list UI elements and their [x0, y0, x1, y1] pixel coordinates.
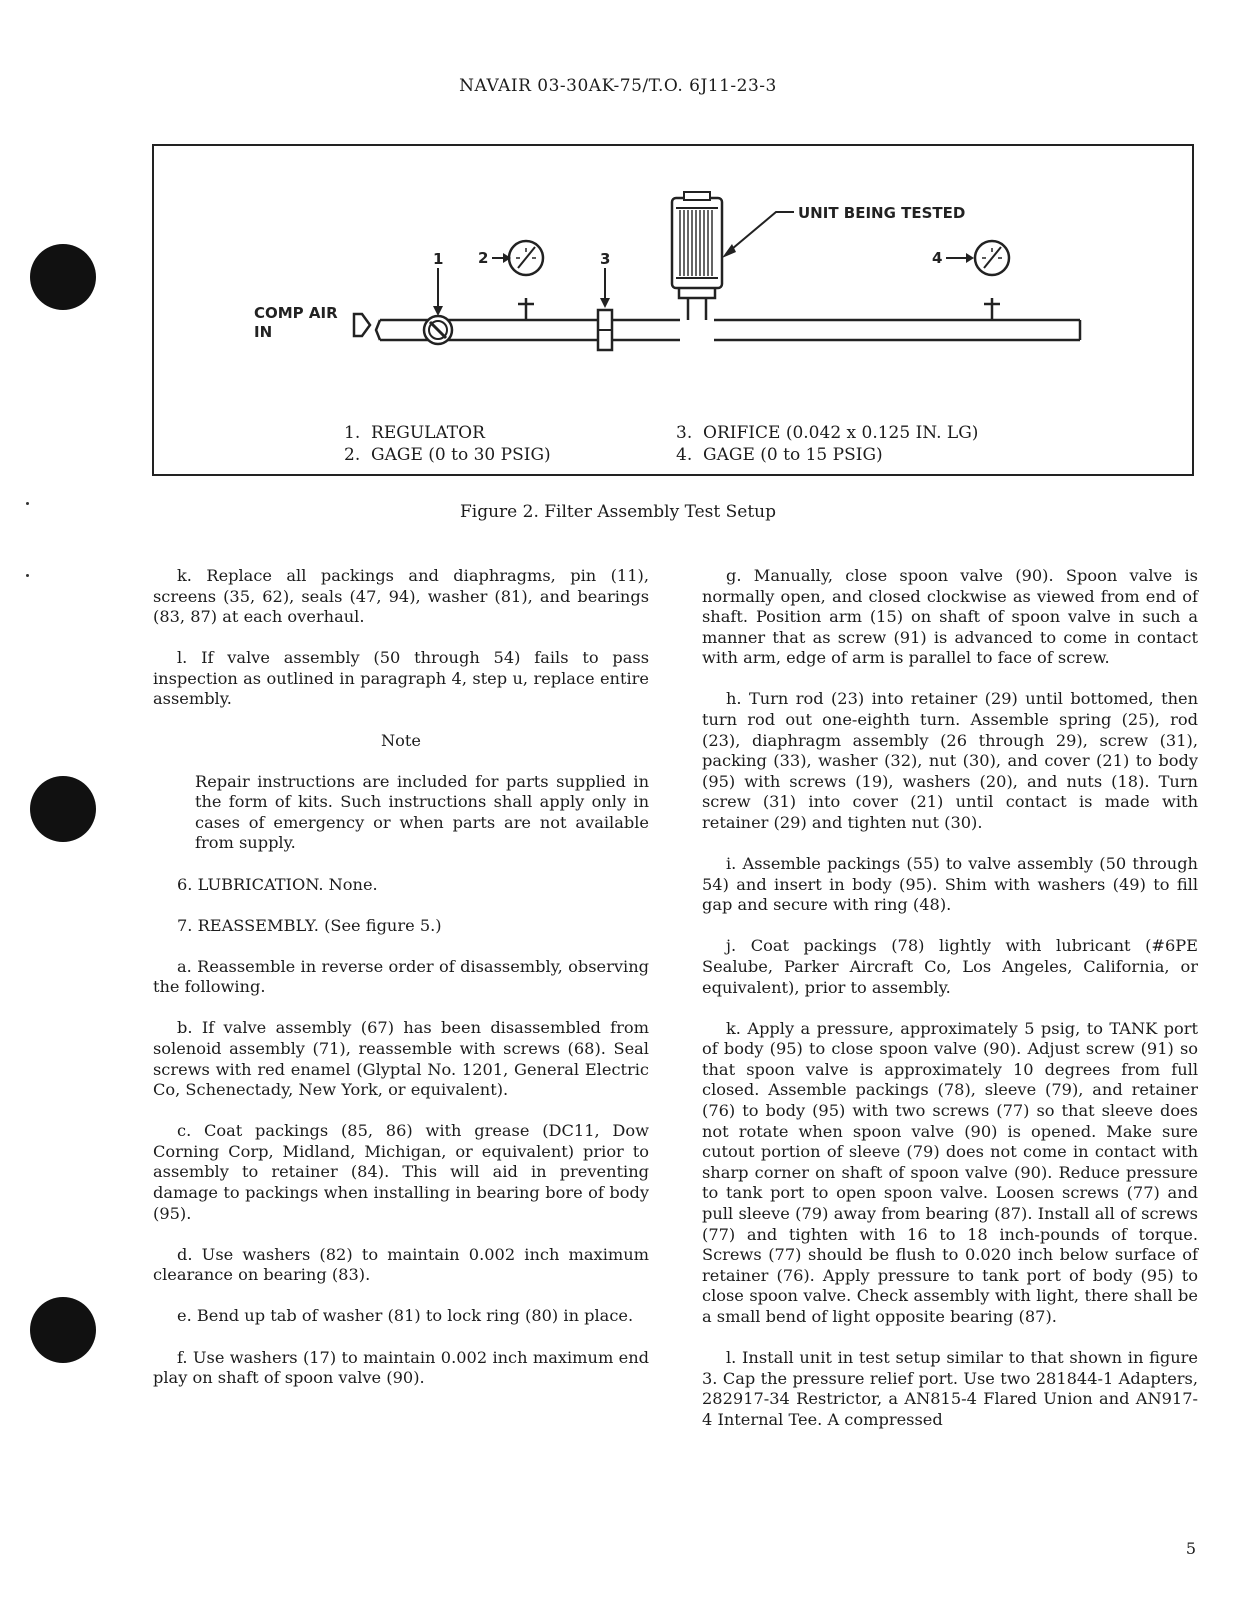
legend-left	[344, 422, 551, 466]
legend-item-2: 2. GAGE (0 to 30 PSIG)	[344, 445, 551, 465]
filter-unit-symbol	[672, 192, 794, 320]
callout-4: 4	[932, 249, 943, 267]
label-in: IN	[254, 323, 273, 341]
step-c: c. Coat packings (85, 86) with grease (DC11, Dow Corning Corp, Midland, Michigan, or equivalent) prior to assembly to retainer (84). This will aid in preventing damage to packings when installing in bearing bore of body (95).	[153, 1121, 649, 1223]
label-comp-air: COMP AIR	[254, 304, 338, 322]
step-i: i. Assemble packings (55) to valve assembly (50 through 54) and insert in body (95). Shim with washers (49) to fill gap and secure with ring (48).	[702, 854, 1198, 915]
page-number: 5	[1185, 1539, 1196, 1558]
step-e: e. Bend up tab of washer (81) to lock ring (80) in place.	[177, 1306, 634, 1326]
regulator-symbol	[424, 268, 452, 344]
right-column	[702, 566, 1198, 1451]
margin-speck	[26, 574, 29, 577]
leader-unit-being-tested	[726, 212, 794, 254]
label-unit-being-tested: UNIT BEING TESTED	[798, 204, 966, 222]
test-setup-diagram	[154, 146, 1196, 478]
step-j: j. Coat packings (78) lightly with lubricant (#6PE Sealube, Parker Aircraft Co, Los Angeles, California, or equivalent), prior to assembly.	[702, 936, 1198, 997]
figure-frame	[152, 144, 1194, 476]
step-b: b. If valve assembly (67) has been disassembled from solenoid assembly (71), reassemble with screws (68). Seal screws with red enamel (Glyptal No. 1201, General Electric Co, Schenectady, New York, or equivalent).	[153, 1018, 649, 1100]
note-heading: Note	[381, 730, 421, 750]
legend-item-1: 1. REGULATOR	[344, 423, 485, 443]
section-7-reassembly: 7. REASSEMBLY. (See figure 5.)	[177, 915, 442, 935]
legend-right	[676, 422, 978, 466]
step-l: l. If valve assembly (50 through 54) fails to pass inspection as outlined in paragraph 4, step u, replace entire assembly.	[153, 648, 649, 709]
callout-2: 2	[478, 249, 489, 267]
orifice-symbol	[598, 268, 612, 350]
step-g: g. Manually, close spoon valve (90). Spoon valve is normally open, and closed clockwise as viewed from end of shaft. Position arm (15) on shaft of spoon valve in such a manner that as screw (91) is advanced to come in contact with arm, edge of arm is parallel to face of screw.	[702, 566, 1198, 668]
figure-caption: Figure 2. Filter Assembly Test Setup	[459, 502, 776, 522]
inlet-arrow	[354, 314, 370, 336]
binder-hole-middle	[30, 776, 96, 842]
step-k-right: k. Apply a pressure, approximately 5 psig, to TANK port of body (95) to close spoon valve (90). Adjust screw (91) so that spoon valve is approximately 10 degrees from full closed. Assemble packings (78), sleeve (79), and retainer (76) to body (95) with two screws (77) so that sleeve does not rotate when spoon valve (90) is opened. Make sure cutout portion of sleeve (79) does not come in contact with sharp corner on shaft of spoon valve (90). Reduce pressure to tank port to open spoon valve. Loosen screws (77) and pull sleeve (79) away from bearing (87). Install all of screws (77) and tighten with 16 to 18 inch-pounds of torque. Screws (77) should be flush to 0.020 inch below surface of retainer (76). Apply pressure to tank port of body (95) to close spoon valve. Check assembly with light, there shall be a small bend of light opposite bearing (87).	[702, 1018, 1198, 1326]
binder-hole-bottom	[30, 1297, 96, 1363]
step-a: a. Reassemble in reverse order of disassembly, observing the following.	[153, 956, 649, 997]
binder-hole-top	[30, 244, 96, 310]
left-column	[153, 566, 649, 1409]
step-l-right: l. Install unit in test setup similar to that shown in figure 3. Cap the pressure relief port. Use two 281844-1 Adapters, 282917-34 Restrictor, a AN815-4 Flared Union and AN917-4 Internal Tee. A compressed	[702, 1348, 1198, 1429]
section-6-lubrication: 6. LUBRICATION. None.	[177, 874, 378, 894]
gage-2-symbol	[492, 241, 543, 320]
legend-item-3: 3. ORIFICE (0.042 x 0.125 IN. LG)	[676, 423, 979, 443]
callout-3: 3	[600, 250, 611, 268]
main-pipe	[376, 320, 380, 340]
step-f: f. Use washers (17) to maintain 0.002 inch maximum end play on shaft of spoon valve (90).	[153, 1347, 649, 1388]
callout-1: 1	[433, 250, 444, 268]
gage-4-symbol	[946, 241, 1009, 320]
document-number: NAVAIR 03-30AK-75/T.O. 6J11-23-3	[459, 76, 777, 96]
step-d: d. Use washers (82) to maintain 0.002 inch maximum clearance on bearing (83).	[153, 1244, 649, 1285]
note-body: Repair instructions are included for parts supplied in the form of kits. Such instructions shall apply only in cases of emergency or when parts are not available from supply.	[195, 771, 649, 853]
legend-item-4: 4. GAGE (0 to 15 PSIG)	[676, 445, 883, 465]
step-h: h. Turn rod (23) into retainer (29) until bottomed, then turn rod out one-eighth turn. Assemble spring (25), rod (23), diaphragm assembly (26 through 29), screw (31), packing (33), washer (32), nut (30), and cover (21) to body (95) with screws (19), washers (20), and nuts (18). Turn screw (31) into cover (21) until contact is made with retainer (29) and tighten nut (30).	[702, 689, 1198, 833]
step-k: k. Replace all packings and diaphragms, pin (11), screens (35, 62), seals (47, 94), washer (81), and bearings (83, 87) at each overhaul.	[153, 566, 649, 627]
